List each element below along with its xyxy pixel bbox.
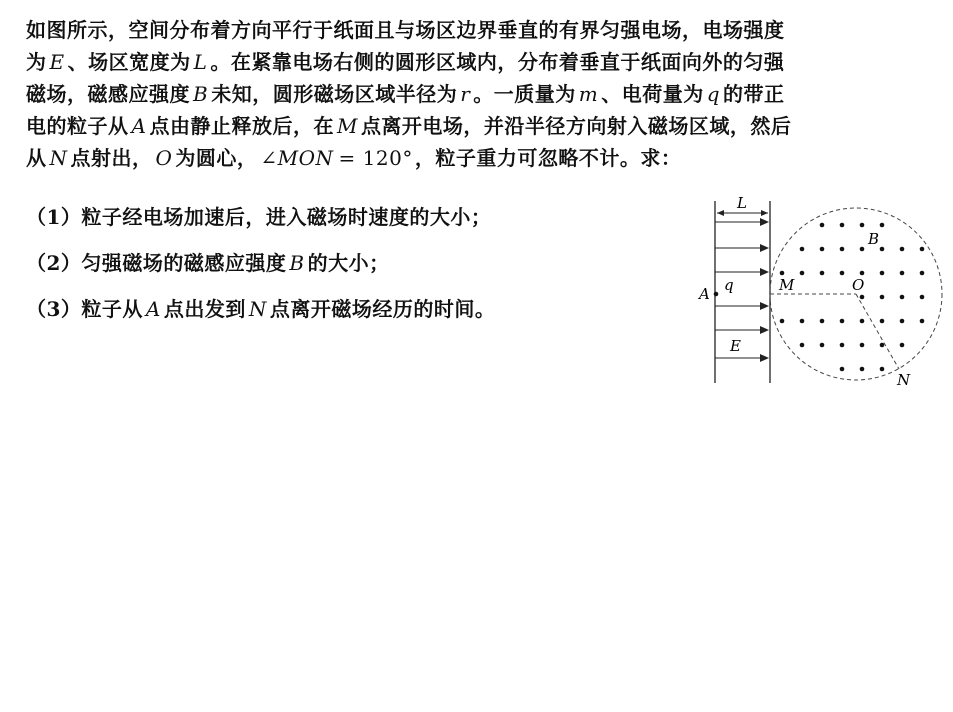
text: 点出发到 bbox=[163, 297, 246, 321]
field-dot bbox=[800, 319, 805, 324]
symbol-O: O bbox=[155, 146, 173, 170]
label-O: O bbox=[852, 276, 865, 294]
angle-value: = 120° bbox=[338, 146, 413, 170]
field-dot bbox=[900, 247, 905, 252]
symbol-m: m bbox=[578, 82, 599, 106]
field-dot bbox=[800, 247, 805, 252]
text: 为 bbox=[26, 50, 47, 74]
field-dot bbox=[840, 223, 845, 228]
field-dot bbox=[880, 367, 885, 372]
field-dot bbox=[920, 319, 925, 324]
text: （1）粒子经电场加速后，进入磁场时速度的大小； bbox=[26, 205, 492, 229]
field-dot bbox=[820, 319, 825, 324]
field-arrow-head bbox=[760, 354, 769, 362]
symbol-B: B bbox=[193, 82, 209, 106]
field-dot bbox=[900, 343, 905, 348]
field-dot bbox=[880, 295, 885, 300]
field-dot bbox=[800, 343, 805, 348]
symbol-N: N bbox=[49, 146, 68, 170]
text: 点离开磁场经历的时间。 bbox=[269, 297, 496, 321]
label-M: M bbox=[779, 276, 795, 294]
problem-line-4 bbox=[26, 110, 938, 142]
field-dot bbox=[900, 271, 905, 276]
field-dot bbox=[820, 271, 825, 276]
text: 。在紧靠电场右侧的圆形区域内，分布着垂直于纸面向外的匀强 bbox=[210, 50, 785, 74]
text: 点射出， bbox=[70, 146, 153, 170]
text: 电的粒子从 bbox=[26, 114, 129, 138]
field-arrow-head bbox=[760, 218, 769, 226]
field-dot bbox=[880, 247, 885, 252]
question-2 bbox=[26, 248, 390, 278]
label-A: A bbox=[699, 285, 710, 303]
symbol-M: M bbox=[336, 114, 358, 138]
text: 磁场，磁感应强度 bbox=[26, 82, 190, 106]
problem-line-2 bbox=[26, 46, 938, 78]
angle-expression: ∠MON bbox=[260, 146, 334, 170]
text: 如图所示，空间分布着方向平行于纸面且与场区边界垂直的有界匀强电场，电场强度 bbox=[26, 18, 785, 42]
field-dot bbox=[920, 271, 925, 276]
problem-statement bbox=[26, 14, 938, 174]
field-dot bbox=[860, 223, 865, 228]
label-N: N bbox=[897, 371, 911, 389]
label-B: B bbox=[868, 230, 880, 248]
field-dot bbox=[920, 247, 925, 252]
symbol-r: r bbox=[460, 82, 471, 106]
field-dot bbox=[860, 343, 865, 348]
field-dot bbox=[900, 319, 905, 324]
field-dot bbox=[860, 367, 865, 372]
field-dot bbox=[840, 247, 845, 252]
field-dot bbox=[820, 247, 825, 252]
text: 点离开电场，并沿半径方向射入磁场区域，然后 bbox=[360, 114, 792, 138]
label-q: q bbox=[724, 276, 734, 294]
symbol-q: q bbox=[706, 82, 721, 106]
text: 、电荷量为 bbox=[601, 82, 704, 106]
radius-ON bbox=[856, 294, 899, 369]
symbol-A: A bbox=[131, 114, 147, 138]
field-diagram-svg bbox=[694, 193, 944, 391]
field-arrow-head bbox=[760, 244, 769, 252]
field-dot bbox=[880, 343, 885, 348]
question-3 bbox=[26, 294, 495, 324]
field-dot bbox=[840, 367, 845, 372]
symbol-B: B bbox=[289, 251, 305, 275]
problem-line-3 bbox=[26, 78, 938, 110]
field-dot bbox=[900, 295, 905, 300]
field-dot bbox=[880, 319, 885, 324]
physics-figure bbox=[694, 193, 944, 391]
problem-line-1 bbox=[26, 14, 938, 46]
symbol-N: N bbox=[248, 297, 267, 321]
text: 的大小； bbox=[307, 251, 390, 275]
field-dot bbox=[860, 247, 865, 252]
text: 的带正 bbox=[723, 82, 785, 106]
field-dot bbox=[840, 271, 845, 276]
field-dot bbox=[780, 271, 785, 276]
dimension-arrow-right bbox=[761, 210, 768, 216]
field-arrow-head bbox=[760, 268, 769, 276]
field-dot bbox=[840, 343, 845, 348]
field-dot bbox=[880, 223, 885, 228]
field-dot bbox=[800, 271, 805, 276]
text: （3）粒子从 bbox=[26, 297, 143, 321]
field-dot bbox=[920, 295, 925, 300]
field-dot bbox=[820, 343, 825, 348]
text: 点由静止释放后，在 bbox=[149, 114, 334, 138]
text: 未知，圆形磁场区域半径为 bbox=[211, 82, 458, 106]
text: （2）匀强磁场的磁感应强度 bbox=[26, 251, 287, 275]
symbol-L: L bbox=[193, 50, 208, 74]
field-arrow-head bbox=[760, 326, 769, 334]
text: 为圆心， bbox=[175, 146, 258, 170]
field-arrow-head bbox=[760, 302, 769, 310]
field-dot bbox=[820, 223, 825, 228]
label-E: E bbox=[730, 337, 741, 355]
text: 。一质量为 bbox=[473, 82, 576, 106]
field-dot bbox=[840, 319, 845, 324]
text: ，粒子重力可忽略不计。求： bbox=[414, 146, 682, 170]
problem-line-5 bbox=[26, 142, 938, 174]
field-dot bbox=[880, 271, 885, 276]
text: 从 bbox=[26, 146, 47, 170]
dimension-arrow-left bbox=[717, 210, 724, 216]
field-dot bbox=[860, 319, 865, 324]
text: 、场区宽度为 bbox=[67, 50, 191, 74]
particle-dot bbox=[714, 292, 719, 297]
symbol-E: E bbox=[49, 50, 65, 74]
magnetic-field-dots bbox=[780, 223, 925, 372]
question-1 bbox=[26, 202, 491, 232]
field-dot bbox=[780, 319, 785, 324]
field-dot bbox=[860, 295, 865, 300]
field-dot bbox=[860, 271, 865, 276]
label-L: L bbox=[737, 194, 747, 212]
symbol-A: A bbox=[145, 297, 161, 321]
